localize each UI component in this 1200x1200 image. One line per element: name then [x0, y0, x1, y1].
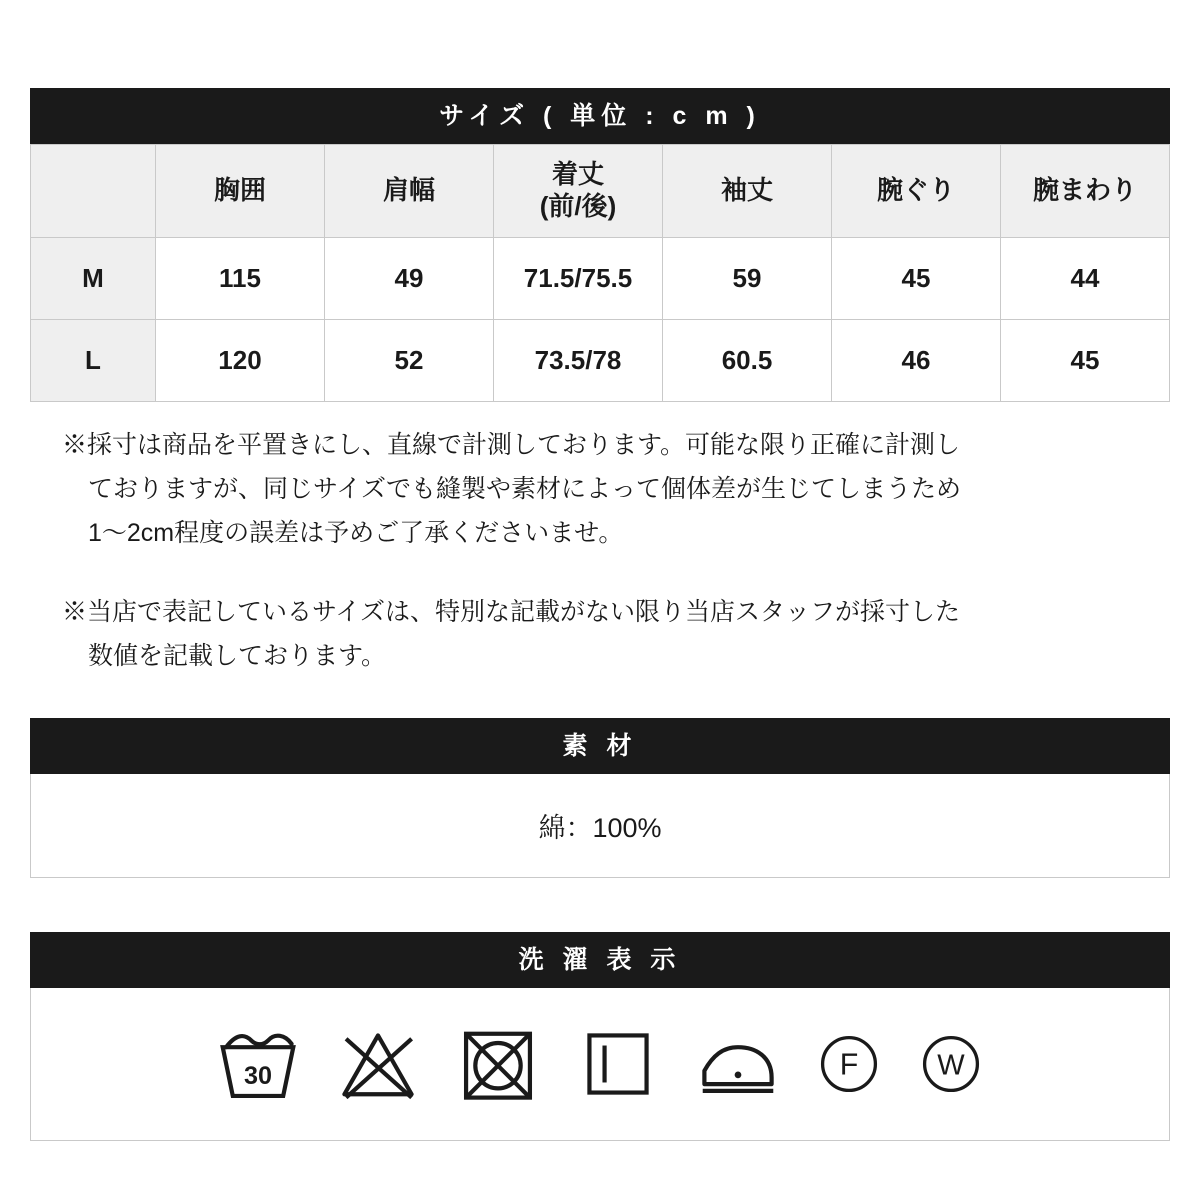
material-section-title: 素 材 — [30, 718, 1170, 774]
size-table-header — [31, 145, 1170, 238]
wash-care-section-title: 洗 濯 表 示 — [30, 932, 1170, 988]
table-header-row — [31, 145, 1170, 238]
column-header-arm: 腕まわり — [1001, 145, 1170, 238]
cell-l-length: 73.5/78 — [494, 320, 663, 402]
column-header-length-line1: 着丈 — [551, 159, 604, 190]
cell-l-armhole: 46 — [832, 320, 1001, 402]
note-1-line-1: ※採寸は商品を平置きにし、直線で計測しております。可能な限り正確に計測し — [62, 431, 961, 459]
cell-m-chest: 115 — [156, 238, 325, 320]
note-measurement — [62, 424, 1152, 555]
cell-l-shoulder: 52 — [325, 320, 494, 402]
measurement-notes — [62, 424, 1152, 715]
svg-text:30: 30 — [243, 1062, 273, 1091]
cell-m-sleeve: 59 — [663, 238, 832, 320]
note-1-line-3: 1〜2cm程度の誤差は予めご了承くださいませ。 — [88, 518, 624, 547]
cell-m-armhole: 45 — [832, 238, 1001, 320]
column-header-length — [494, 145, 663, 238]
note-1-line-2: ておりますが、同じサイズでも縫製や素材によって個体差が生じてしまうため — [88, 474, 962, 503]
table-row — [31, 238, 1170, 320]
svg-text:F: F — [839, 1048, 859, 1082]
cell-l-sleeve: 60.5 — [663, 320, 832, 402]
no-tumble-dry-icon — [456, 1022, 540, 1106]
row-size-label-l: L — [31, 320, 156, 402]
size-section-title: サイズ ( 単位 : c m ) — [30, 88, 1170, 144]
wash-care-section — [30, 932, 1170, 1141]
column-header-sleeve: 袖丈 — [663, 145, 832, 238]
wash-30-icon — [216, 1022, 300, 1106]
wash-care-icons — [30, 988, 1170, 1141]
table-row — [31, 320, 1170, 402]
iron-low-icon — [696, 1022, 780, 1106]
material-value: 綿：100% — [30, 774, 1170, 878]
column-header-armhole: 腕ぐり — [832, 145, 1001, 238]
cell-m-shoulder: 49 — [325, 238, 494, 320]
svg-text:W: W — [937, 1049, 965, 1082]
row-size-label-m: M — [31, 238, 156, 320]
note-2-line-1: ※当店で表記しているサイズは、特別な記載がない限り当店スタッフが採寸した — [62, 598, 961, 627]
no-bleach-icon — [336, 1022, 420, 1106]
size-column-corner — [31, 145, 156, 238]
column-header-chest: 胸囲 — [156, 145, 325, 238]
drip-dry-hang-icon — [576, 1022, 660, 1106]
cell-l-arm: 45 — [1001, 320, 1170, 402]
size-section — [30, 88, 1170, 402]
cell-m-arm: 44 — [1001, 238, 1170, 320]
material-section — [30, 718, 1170, 878]
cell-m-length: 71.5/75.5 — [494, 238, 663, 320]
column-header-length-line2: (前/後) — [539, 191, 617, 221]
column-header-shoulder: 肩幅 — [325, 145, 494, 238]
note-2-line-2: 数値を記載しております。 — [88, 642, 387, 670]
dry-clean-f-icon — [816, 1031, 882, 1097]
wet-clean-w-icon — [918, 1031, 984, 1097]
cell-l-chest: 120 — [156, 320, 325, 402]
size-table — [30, 144, 1170, 402]
note-store-sizing — [62, 591, 1152, 679]
size-table-body — [31, 238, 1170, 402]
